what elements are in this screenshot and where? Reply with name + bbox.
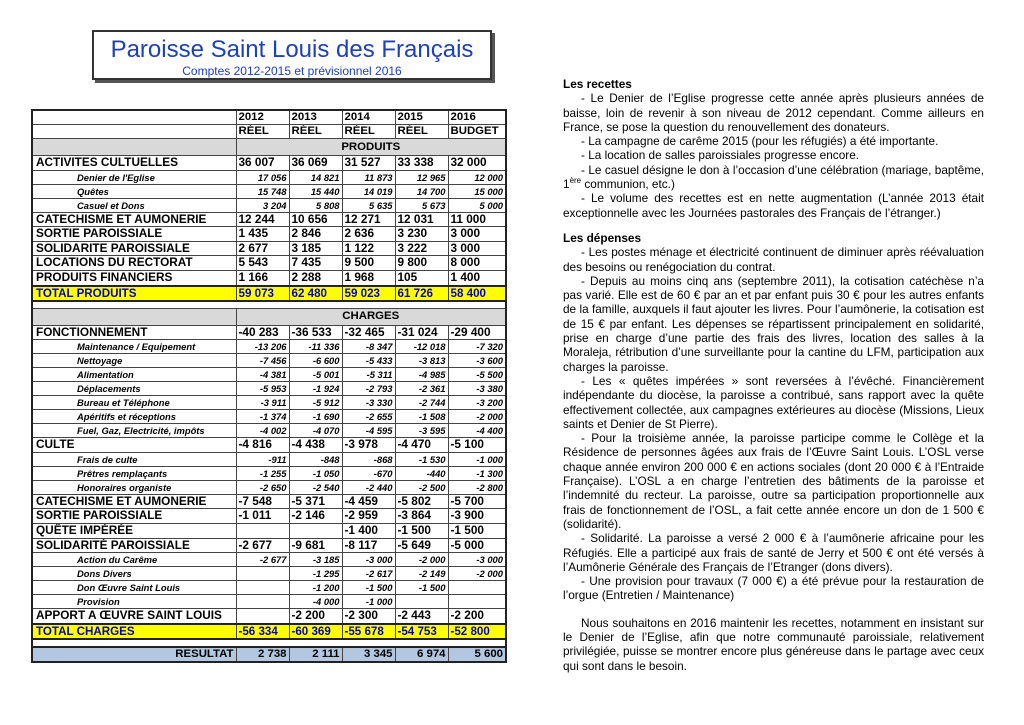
value-cell: [395, 595, 448, 609]
value-cell: -2 000: [395, 553, 448, 567]
row-label: SORTIE PAROISSIALE: [32, 227, 236, 242]
spacer: [32, 639, 506, 647]
value-cell: 5 673: [395, 198, 448, 212]
row-label: Quêtes: [32, 184, 236, 198]
value-cell: -440: [395, 466, 448, 480]
recettes-paragraph: - La campagne de carême 2015 (pour les réfugiés) a été importante.: [581, 134, 939, 149]
total-value: 59 073: [236, 286, 289, 301]
value-cell: 3 000: [448, 227, 506, 242]
value-cell: -7 548: [236, 494, 289, 509]
year-header: 2016: [448, 110, 506, 125]
row-label: Casuel et Dons: [32, 198, 236, 212]
value-cell: 36 069: [289, 156, 342, 171]
value-cell: -1 255: [236, 466, 289, 480]
row-label: CATECHISME ET AUMONERIE: [32, 494, 236, 509]
value-cell: 12 000: [448, 170, 506, 184]
row-label: Don Œuvre Saint Louis: [32, 581, 236, 595]
value-cell: -868: [342, 452, 395, 466]
header-blank: [32, 110, 236, 125]
value-cell: 5 808: [289, 198, 342, 212]
recettes-heading: Les recettes: [563, 77, 632, 91]
spacer-row: [32, 639, 506, 647]
resultat-value: 5 600: [448, 647, 506, 662]
value-cell: -5 433: [342, 354, 395, 368]
value-cell: [236, 595, 289, 609]
row-label: Alimentation: [32, 368, 236, 382]
value-cell: -2 650: [236, 480, 289, 494]
value-cell: 10 656: [289, 212, 342, 227]
depenses-heading: Les dépenses: [563, 230, 642, 245]
value-cell: -2 440: [342, 480, 395, 494]
row-label: Nettoyage: [32, 354, 236, 368]
subcategory-row: [32, 480, 506, 494]
value-cell: 32 000: [448, 156, 506, 171]
value-cell: 2 636: [342, 227, 395, 242]
value-cell: -3 185: [289, 553, 342, 567]
total-charges-row: [32, 624, 506, 639]
total-value: 62 480: [289, 286, 342, 301]
subcategory-row: [32, 184, 506, 198]
subcategory-row: [32, 368, 506, 382]
row-label: QUÊTE IMPÉRÉE: [32, 523, 236, 538]
value-cell: [236, 567, 289, 581]
value-cell: -1 200: [289, 581, 342, 595]
subcategory-row: [32, 424, 506, 438]
value-cell: -2 000: [448, 567, 506, 581]
header-blank: [32, 125, 236, 139]
total-value: -60 369: [289, 624, 342, 639]
value-cell: -1 690: [289, 410, 342, 424]
subcategory-row: [32, 170, 506, 184]
row-label: Action du Carême: [32, 553, 236, 567]
value-cell: [289, 523, 342, 538]
total-value: -52 800: [448, 624, 506, 639]
value-cell: 2 288: [289, 270, 342, 285]
row-label: Honoraires organiste: [32, 480, 236, 494]
value-cell: -2 146: [289, 509, 342, 524]
value-cell: -2 800: [448, 480, 506, 494]
value-cell: 2 677: [236, 241, 289, 256]
value-cell: -3 978: [342, 438, 395, 453]
type-header: RÉEL: [342, 125, 395, 139]
row-label: Dons Divers: [32, 567, 236, 581]
conclusion-paragraph: Nous souhaitons en 2016 maintenir les recettes, notamment en insistant sur le Denier de l’Eglise, afin que notre communauté paroissiale, relativement privilégiée, puisse se montrer encore plus généreuse dans le partage avec ceux qui sont dans le besoin.: [563, 615, 984, 673]
value-cell: 2 846: [289, 227, 342, 242]
value-cell: -2 655: [342, 410, 395, 424]
value-cell: 9 800: [395, 256, 448, 271]
value-cell: 15 748: [236, 184, 289, 198]
value-cell: -2 677: [236, 553, 289, 567]
value-cell: 7 435: [289, 256, 342, 271]
row-label: Prêtres remplaçants: [32, 466, 236, 480]
subcategory-row: [32, 553, 506, 567]
value-cell: -2 744: [395, 396, 448, 410]
value-cell: -5 371: [289, 494, 342, 509]
value-cell: -3 330: [342, 396, 395, 410]
category-row: [32, 538, 506, 553]
ordinal-sup: ère: [569, 176, 582, 186]
value-cell: 5 000: [448, 198, 506, 212]
value-cell: -4 816: [236, 438, 289, 453]
type-header: RÉEL: [289, 125, 342, 139]
value-cell: -1 050: [289, 466, 342, 480]
subcategory-row: [32, 452, 506, 466]
value-cell: 15 000: [448, 184, 506, 198]
value-cell: -2 617: [342, 567, 395, 581]
category-row: [32, 523, 506, 538]
year-header-row: [32, 110, 506, 125]
value-cell: 105: [395, 270, 448, 285]
value-cell: -2 793: [342, 382, 395, 396]
subcategory-row: [32, 198, 506, 212]
value-cell: 15 440: [289, 184, 342, 198]
row-label: SORTIE PAROISSIALE: [32, 509, 236, 524]
value-cell: -1 500: [395, 523, 448, 538]
value-cell: -3 380: [448, 382, 506, 396]
value-cell: 14 019: [342, 184, 395, 198]
value-cell: 3 000: [448, 241, 506, 256]
value-cell: 3 222: [395, 241, 448, 256]
value-cell: -5 649: [395, 538, 448, 553]
value-cell: -2 000: [448, 410, 506, 424]
value-cell: -3 911: [236, 396, 289, 410]
value-cell: -6 600: [289, 354, 342, 368]
value-cell: -2 200: [448, 609, 506, 624]
recettes-paragraph: [563, 163, 984, 192]
subcategory-row: [32, 466, 506, 480]
row-label: SOLIDARITÉ PAROISSIALE: [32, 538, 236, 553]
depenses-paragraph: - Les « quêtes impérées » sont reversées à l’évêché. Financièrement indépendante du diocèse, la paroisse a contribué, sans rapport avec la quête effectivement collectée, aux campagnes extérieures au diocèse (Missions, Lieux saints et Denier de St Pierre).: [563, 373, 984, 431]
value-cell: -2 500: [395, 480, 448, 494]
recettes-paragraph: - Le Denier de l’Eglise progresse cette année après plusieurs années de baisse, loin de revenir à son niveau de 2012 cependant. Comme ailleurs en France, se pose la question du renouvellement des donateurs.: [563, 91, 984, 134]
category-row: [32, 325, 506, 340]
section-blank: [32, 139, 236, 156]
value-cell: -1 508: [395, 410, 448, 424]
value-cell: -2 361: [395, 382, 448, 396]
row-label: PRODUITS FINANCIERS: [32, 270, 236, 285]
charges-header: CHARGES: [236, 308, 506, 325]
subcategory-row: [32, 382, 506, 396]
value-cell: -5 100: [448, 438, 506, 453]
casuel-text: - Le casuel désigne le don à l’occasion d’une célébration (mariage, baptême, 1: [563, 162, 984, 192]
produits-header: PRODUITS: [236, 139, 506, 156]
charges-header-row: [32, 308, 506, 325]
page-title: Paroisse Saint Louis des Français: [110, 36, 474, 63]
value-cell: 5 543: [236, 256, 289, 271]
value-cell: 33 338: [395, 156, 448, 171]
value-cell: 11 873: [342, 170, 395, 184]
value-cell: 11 000: [448, 212, 506, 227]
resultat-row: [32, 647, 506, 662]
value-cell: -31 024: [395, 325, 448, 340]
value-cell: -4 595: [342, 424, 395, 438]
value-cell: [236, 581, 289, 595]
total-value: 61 726: [395, 286, 448, 301]
section-blank: [32, 308, 236, 325]
depenses-paragraph: - Depuis au moins cinq ans (septembre 2011), la cotisation catéchèse n’a pas varié. Elle est de 60 € par an et par enfant puis 30 € pour les autres enfants de la famille, auxquels il faut ajouter les livres. Pour l’aumônerie, la cotisation est de 15 € par enfant. Les dépenses se répartissent principalement en solidarité, prise en charge d’une partie des frais des livres, location des salles à la Moraleja, rétribution d’une surveillante pour la cantine du LFM, participation aux charges la paroisse.: [563, 273, 984, 374]
value-cell: 1 400: [448, 270, 506, 285]
value-cell: 1 122: [342, 241, 395, 256]
value-cell: -1 000: [448, 452, 506, 466]
category-row: [32, 241, 506, 256]
value-cell: 1 968: [342, 270, 395, 285]
depenses-paragraph: - Solidarité. La paroisse a versé 2 000 € à l’aumônerie africaine pour les Réfugiés. Elle a participé aux frais de santé de Jerry et 500 € ont été versés à l’Aumônerie Générale des Français de l’Etranger (dons divers).: [563, 531, 984, 574]
value-cell: -3 864: [395, 509, 448, 524]
accounts-table: [31, 109, 507, 663]
category-row: [32, 156, 506, 171]
value-cell: -3 000: [342, 553, 395, 567]
casuel-text-end: communion, etc.): [581, 177, 675, 192]
recettes-paragraph: - La location de salles paroissiales progresse encore.: [581, 148, 860, 163]
row-label: LOCATIONS DU RECTORAT: [32, 256, 236, 271]
value-cell: 36 007: [236, 156, 289, 171]
value-cell: -8 347: [342, 340, 395, 354]
accounts-table-body: [32, 110, 506, 662]
subcategory-row: [32, 410, 506, 424]
value-cell: 3 230: [395, 227, 448, 242]
value-cell: 14 821: [289, 170, 342, 184]
year-header: 2015: [395, 110, 448, 125]
value-cell: -5 953: [236, 382, 289, 396]
value-cell: -4 459: [342, 494, 395, 509]
value-cell: -7 320: [448, 340, 506, 354]
value-cell: -1 400: [342, 523, 395, 538]
type-header: BUDGET: [448, 125, 506, 139]
row-label: Fuel, Gaz, Electricité, impôts: [32, 424, 236, 438]
total-value: 58 400: [448, 286, 506, 301]
subcategory-row: [32, 354, 506, 368]
value-cell: -2 200: [289, 609, 342, 624]
value-cell: -5 000: [448, 538, 506, 553]
value-cell: -4 002: [236, 424, 289, 438]
total-value: -56 334: [236, 624, 289, 639]
value-cell: 14 700: [395, 184, 448, 198]
value-cell: -911: [236, 452, 289, 466]
resultat-value: 6 974: [395, 647, 448, 662]
year-header: 2013: [289, 110, 342, 125]
spacer-row: [32, 301, 506, 309]
value-cell: 12 271: [342, 212, 395, 227]
commentary: [563, 77, 984, 673]
value-cell: -2 443: [395, 609, 448, 624]
value-cell: -29 400: [448, 325, 506, 340]
value-cell: 9 500: [342, 256, 395, 271]
produits-header-row: [32, 139, 506, 156]
depenses-paragraph: - Les postes ménage et électricité continuent de diminuer après réévaluation des besoins ou renégociation du contrat.: [563, 245, 984, 274]
value-cell: -12 018: [395, 340, 448, 354]
value-cell: -3 595: [395, 424, 448, 438]
value-cell: 5 635: [342, 198, 395, 212]
value-cell: -2 300: [342, 609, 395, 624]
value-cell: -2 677: [236, 538, 289, 553]
value-cell: -5 001: [289, 368, 342, 382]
value-cell: 12 031: [395, 212, 448, 227]
value-cell: -3 600: [448, 354, 506, 368]
value-cell: [236, 609, 289, 624]
value-cell: -3 200: [448, 396, 506, 410]
value-cell: -11 336: [289, 340, 342, 354]
value-cell: -1 374: [236, 410, 289, 424]
value-cell: -5 912: [289, 396, 342, 410]
row-label: Provision: [32, 595, 236, 609]
category-row: [32, 609, 506, 624]
value-cell: -4 381: [236, 368, 289, 382]
subcategory-row: [32, 396, 506, 410]
value-cell: -1 000: [342, 595, 395, 609]
value-cell: -36 533: [289, 325, 342, 340]
row-label: SOLIDARITE PAROISSIALE: [32, 241, 236, 256]
value-cell: -32 465: [342, 325, 395, 340]
category-row: [32, 256, 506, 271]
value-cell: -3 813: [395, 354, 448, 368]
value-cell: 1 166: [236, 270, 289, 285]
category-row: [32, 509, 506, 524]
value-cell: [448, 595, 506, 609]
value-cell: -40 283: [236, 325, 289, 340]
title-box: [92, 30, 492, 80]
total-value: -54 753: [395, 624, 448, 639]
value-cell: -2 540: [289, 480, 342, 494]
subcategory-row: [32, 340, 506, 354]
type-header: RÉEL: [236, 125, 289, 139]
category-row: [32, 212, 506, 227]
value-cell: -1 500: [448, 523, 506, 538]
row-label: APPORT A ŒUVRE SAINT LOUIS: [32, 609, 236, 624]
value-cell: -1 500: [342, 581, 395, 595]
value-cell: -7 456: [236, 354, 289, 368]
total-value: 59 023: [342, 286, 395, 301]
type-header: RÉEL: [395, 125, 448, 139]
value-cell: -1 011: [236, 509, 289, 524]
page-subtitle: Comptes 2012-2015 et prévisionnel 2016: [182, 64, 402, 78]
value-cell: 17 056: [236, 170, 289, 184]
value-cell: -5 500: [448, 368, 506, 382]
subcategory-row: [32, 581, 506, 595]
category-row: [32, 494, 506, 509]
row-label: CATECHISME ET AUMONERIE: [32, 212, 236, 227]
year-header: 2012: [236, 110, 289, 125]
value-cell: 8 000: [448, 256, 506, 271]
category-row: [32, 227, 506, 242]
spacer: [32, 301, 506, 309]
resultat-value: 2 111: [289, 647, 342, 662]
total-label: TOTAL CHARGES: [32, 624, 236, 639]
value-cell: -4 470: [395, 438, 448, 453]
value-cell: -3 000: [448, 553, 506, 567]
value-cell: 12 244: [236, 212, 289, 227]
value-cell: 1 435: [236, 227, 289, 242]
resultat-value: 3 345: [342, 647, 395, 662]
total-value: -55 678: [342, 624, 395, 639]
row-label: FONCTIONNEMENT: [32, 325, 236, 340]
row-label: CULTE: [32, 438, 236, 453]
recettes-paragraph: - Le volume des recettes est en nette augmentation (L’année 2013 était exceptionnelle avec les Journées pastorales des Français de l’étranger.): [563, 191, 984, 220]
row-label: ACTIVITES CULTUELLES: [32, 156, 236, 171]
value-cell: 3 185: [289, 241, 342, 256]
category-row: [32, 270, 506, 285]
value-cell: [236, 523, 289, 538]
value-cell: -13 206: [236, 340, 289, 354]
value-cell: 31 527: [342, 156, 395, 171]
value-cell: -4 070: [289, 424, 342, 438]
row-label: Denier de l'Eglise: [32, 170, 236, 184]
resultat-label: RESULTAT: [32, 647, 236, 662]
value-cell: -1 300: [448, 466, 506, 480]
category-row: [32, 438, 506, 453]
value-cell: -1 924: [289, 382, 342, 396]
value-cell: -2 959: [342, 509, 395, 524]
row-label: Maintenance / Equipement: [32, 340, 236, 354]
value-cell: -2 149: [395, 567, 448, 581]
resultat-value: 2 738: [236, 647, 289, 662]
value-cell: -848: [289, 452, 342, 466]
value-cell: -1 530: [395, 452, 448, 466]
subcategory-row: [32, 595, 506, 609]
value-cell: -3 900: [448, 509, 506, 524]
depenses-paragraph: - Pour la troisième année, la paroisse participe comme le Collège et la Résidence de personnes âgées aux frais de l’Œuvre Saint Louis. L’OSL verse chaque année environ 200 000 € en actions sociales (dont 20 000 € à l’Entraide Française). L’OSL a en charge l’entretien des bâtiments de la paroisse et l’indemnité du recteur. La paroisse, outre sa participation proportionnelle aux frais de fonctionnement de l’OSL, a fait cette année encore un don de 1 500 € (solidarité).: [563, 431, 984, 531]
depenses-paragraph: - Une provision pour travaux (7 000 €) a été prévue pour la restauration de l’orgue (Entretien / Maintenance): [563, 574, 984, 603]
type-header-row: [32, 125, 506, 139]
value-cell: -4 400: [448, 424, 506, 438]
value-cell: 3 204: [236, 198, 289, 212]
row-label: Déplacements: [32, 382, 236, 396]
value-cell: -4 000: [289, 595, 342, 609]
value-cell: 12 965: [395, 170, 448, 184]
value-cell: -670: [342, 466, 395, 480]
value-cell: -4 438: [289, 438, 342, 453]
subcategory-row: [32, 567, 506, 581]
year-header: 2014: [342, 110, 395, 125]
value-cell: -9 681: [289, 538, 342, 553]
value-cell: -5 311: [342, 368, 395, 382]
value-cell: -1 295: [289, 567, 342, 581]
value-cell: [448, 581, 506, 595]
value-cell: -5 700: [448, 494, 506, 509]
row-label: Frais de culte: [32, 452, 236, 466]
row-label: Apéritifs et réceptions: [32, 410, 236, 424]
row-label: Bureau et Téléphone: [32, 396, 236, 410]
value-cell: -1 500: [395, 581, 448, 595]
value-cell: -8 117: [342, 538, 395, 553]
value-cell: -5 802: [395, 494, 448, 509]
value-cell: -4 985: [395, 368, 448, 382]
total-produits-row: [32, 286, 506, 301]
total-label: TOTAL PRODUITS: [32, 286, 236, 301]
